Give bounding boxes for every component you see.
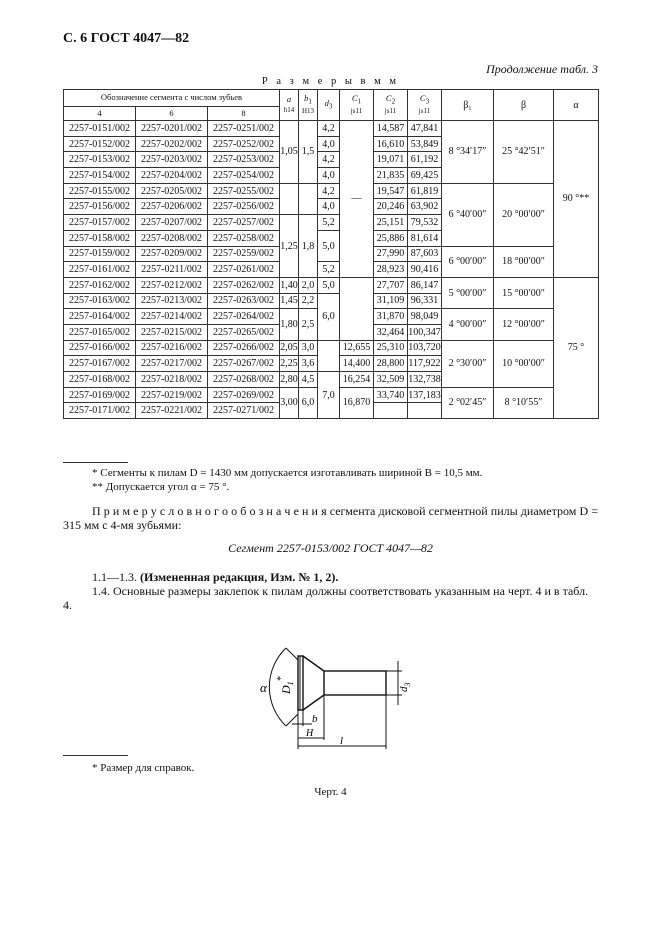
c3-cell: 47,841 bbox=[408, 121, 442, 137]
c2-cell: 25,151 bbox=[374, 215, 408, 231]
figure-caption: Черт. 4 bbox=[314, 786, 347, 798]
designation-cell: 2257-0253/002 bbox=[208, 152, 280, 168]
b1-cell: 6,0 bbox=[299, 387, 318, 418]
d3-cell: 4,2 bbox=[318, 152, 340, 168]
c3-cell: 63,902 bbox=[408, 199, 442, 215]
a-cell: 1,25 bbox=[280, 215, 299, 278]
a-header: a h14 bbox=[280, 90, 299, 121]
designation-cell: 2257-0206/002 bbox=[136, 199, 208, 215]
beta-cell: 20 °00′00″ bbox=[494, 183, 554, 246]
c3-cell: 61,192 bbox=[408, 152, 442, 168]
d3-header: $d_3$ bbox=[318, 90, 340, 121]
b1-cell bbox=[299, 183, 318, 214]
a-cell: 2,80 bbox=[280, 372, 299, 388]
designation-cell: 2257-0152/002 bbox=[64, 136, 136, 152]
c2-cell: 20,246 bbox=[374, 199, 408, 215]
designation-cell: 2257-0207/002 bbox=[136, 215, 208, 231]
teeth-4-header: 4 bbox=[64, 107, 136, 121]
designation-cell: 2257-0201/002 bbox=[136, 121, 208, 137]
c3-cell: 96,331 bbox=[408, 293, 442, 309]
a-cell: 3,00 bbox=[280, 387, 299, 418]
d3-cell: 5,0 bbox=[318, 277, 340, 293]
footnote-divider bbox=[63, 462, 128, 463]
c2-cell: 31,870 bbox=[374, 309, 408, 325]
table-row bbox=[64, 340, 599, 356]
example-designation: Сегмент 2257-0153/002 ГОСТ 4047—82 bbox=[228, 541, 433, 555]
c2-cell: 27,707 bbox=[374, 277, 408, 293]
c2-cell: 32,509 bbox=[374, 372, 408, 388]
c3-cell bbox=[408, 403, 442, 419]
d3-cell: 4,0 bbox=[318, 199, 340, 215]
c3-cell: 86,147 bbox=[408, 277, 442, 293]
beta-cell: 8 °10′55″ bbox=[494, 387, 554, 418]
a-cell: 1,80 bbox=[280, 309, 299, 340]
designation-cell: 2257-0162/002 bbox=[64, 277, 136, 293]
designation-cell: 2257-0271/002 bbox=[208, 403, 280, 419]
designation-cell: 2257-0167/002 bbox=[64, 356, 136, 372]
b1-header: $b_1$ H13 bbox=[299, 90, 318, 121]
c3-cell: 69,425 bbox=[408, 168, 442, 184]
designation-cell: 2257-0154/002 bbox=[64, 168, 136, 184]
c3-cell: 117,922 bbox=[408, 356, 442, 372]
c2-cell: 16,610 bbox=[374, 136, 408, 152]
d3-label bbox=[398, 683, 412, 693]
designation-cell: 2257-0269/002 bbox=[208, 387, 280, 403]
c2-cell: 19,547 bbox=[374, 183, 408, 199]
designation-cell: 2257-0265/002 bbox=[208, 324, 280, 340]
c1-cell: 14,400 bbox=[340, 356, 374, 372]
designation-cell: 2257-0254/002 bbox=[208, 168, 280, 184]
designation-cell: 2257-0215/002 bbox=[136, 324, 208, 340]
alpha-cell: 90 °** bbox=[554, 121, 599, 278]
designation-cell: 2257-0202/002 bbox=[136, 136, 208, 152]
designation-cell: 2257-0168/002 bbox=[64, 372, 136, 388]
designation-cell: 2257-0257/002 bbox=[208, 215, 280, 231]
designation-cell: 2257-0166/002 bbox=[64, 340, 136, 356]
footnote-reference: * Размер для справок. bbox=[92, 762, 195, 774]
designation-cell: 2257-0157/002 bbox=[64, 215, 136, 231]
designation-cell: 2257-0256/002 bbox=[208, 199, 280, 215]
page-header: С. 6 ГОСТ 4047—82 bbox=[63, 31, 190, 46]
svg-text:D1*: $D_1^*$ bbox=[276, 676, 295, 694]
cone-top bbox=[303, 656, 324, 671]
c2-cell: 32,464 bbox=[374, 324, 408, 340]
designation-cell: 2257-0219/002 bbox=[136, 387, 208, 403]
designation-cell: 2257-0161/002 bbox=[64, 262, 136, 278]
a-cell: 1,05 bbox=[280, 121, 299, 184]
designation-cell: 2257-0266/002 bbox=[208, 340, 280, 356]
h-label: H bbox=[306, 728, 314, 739]
b1-cell: 1,8 bbox=[299, 215, 318, 278]
d3-cell: 4,2 bbox=[318, 183, 340, 199]
table-continuation: Продолжение табл. 3 bbox=[486, 62, 598, 76]
l-label: l bbox=[340, 735, 344, 747]
designation-cell: 2257-0208/002 bbox=[136, 230, 208, 246]
beta-cell: 25 °42′51″ bbox=[494, 121, 554, 184]
table-row bbox=[64, 277, 599, 293]
c2-cell bbox=[374, 403, 408, 419]
beta1-cell: 6 °00′00″ bbox=[442, 246, 494, 277]
rivet-drawing bbox=[240, 636, 415, 756]
designation-cell: 2257-0169/002 bbox=[64, 387, 136, 403]
designation-cell: 2257-0212/002 bbox=[136, 277, 208, 293]
c3-cell: 61,819 bbox=[408, 183, 442, 199]
designation-cell: 2257-0213/002 bbox=[136, 293, 208, 309]
beta-cell: 12 °00′00″ bbox=[494, 309, 554, 340]
d3-cell: 4,0 bbox=[318, 168, 340, 184]
angle-arrow-top bbox=[286, 648, 298, 660]
b1-cell: 2,5 bbox=[299, 309, 318, 340]
beta1-header: β₁ bbox=[442, 90, 494, 121]
designation-cell: 2257-0156/002 bbox=[64, 199, 136, 215]
c2-cell: 28,923 bbox=[374, 262, 408, 278]
designation-cell: 2257-0258/002 bbox=[208, 230, 280, 246]
designation-cell: 2257-0164/002 bbox=[64, 309, 136, 325]
c2-cell: 21,835 bbox=[374, 168, 408, 184]
c3-cell: 100,347 bbox=[408, 324, 442, 340]
d3-cell bbox=[318, 340, 340, 371]
designation-cell: 2257-0165/002 bbox=[64, 324, 136, 340]
designation-cell: 2257-0267/002 bbox=[208, 356, 280, 372]
d3-cell: 6,0 bbox=[318, 293, 340, 340]
table-row bbox=[64, 183, 599, 199]
beta-cell: 15 °00′00″ bbox=[494, 277, 554, 308]
designation-cell: 2257-0216/002 bbox=[136, 340, 208, 356]
designation-cell: 2257-0259/002 bbox=[208, 246, 280, 262]
c3-cell: 87,603 bbox=[408, 246, 442, 262]
designation-cell: 2257-0218/002 bbox=[136, 372, 208, 388]
a-cell: 1,45 bbox=[280, 293, 299, 309]
d3-cell: 5,2 bbox=[318, 215, 340, 231]
c1-cell: 12,655 bbox=[340, 340, 374, 356]
b1-cell: 2,0 bbox=[299, 277, 318, 293]
b1-cell: 3,0 bbox=[299, 340, 318, 356]
footnote-star: * Сегменты к пилам D = 1430 мм допускается изготавливать шириной B = 10,5 мм. bbox=[92, 467, 483, 479]
alpha-cell: 75 ° bbox=[554, 277, 599, 418]
svg-text:d3: $d_3$ bbox=[398, 682, 412, 692]
c3-cell: 53,849 bbox=[408, 136, 442, 152]
alpha-label: α bbox=[260, 680, 267, 695]
c1-cell: 16,254 bbox=[340, 372, 374, 388]
c2-cell: 27,990 bbox=[374, 246, 408, 262]
designation-cell: 2257-0155/002 bbox=[64, 183, 136, 199]
d3-cell: 4,2 bbox=[318, 121, 340, 137]
b1-cell: 3,6 bbox=[299, 356, 318, 372]
table-row bbox=[64, 121, 599, 137]
c2-cell: 19,071 bbox=[374, 152, 408, 168]
c2-cell: 25,310 bbox=[374, 340, 408, 356]
b1-cell: 2,2 bbox=[299, 293, 318, 309]
d3-cell: 5,2 bbox=[318, 262, 340, 278]
teeth-6-header: 6 bbox=[136, 107, 208, 121]
c2-cell: 25,886 bbox=[374, 230, 408, 246]
c3-cell: 103,720 bbox=[408, 340, 442, 356]
beta-cell: 10 °00′00″ bbox=[494, 340, 554, 387]
designation-cell: 2257-0221/002 bbox=[136, 403, 208, 419]
beta1-cell: 2 °02′45″ bbox=[442, 387, 494, 418]
segments-table bbox=[63, 89, 599, 419]
a-cell bbox=[280, 183, 299, 214]
designation-cell: 2257-0151/002 bbox=[64, 121, 136, 137]
designation-header: Обозначение сегмента с числом зубьев bbox=[64, 90, 280, 107]
table-caption: Р а з м е р ы в м м bbox=[261, 76, 400, 87]
designation-cell: 2257-0264/002 bbox=[208, 309, 280, 325]
beta1-cell: 6 °40′00″ bbox=[442, 183, 494, 246]
beta1-cell: 5 °00′00″ bbox=[442, 277, 494, 308]
c2-cell: 33,740 bbox=[374, 387, 408, 403]
designation-cell: 2257-0263/002 bbox=[208, 293, 280, 309]
d3-cell: 7,0 bbox=[318, 372, 340, 419]
b1-cell: 1,5 bbox=[299, 121, 318, 184]
c3-header: $C_3$ js11 bbox=[408, 90, 442, 121]
b-label: b bbox=[312, 713, 318, 725]
designation-cell: 2257-0211/002 bbox=[136, 262, 208, 278]
example-intro: П р и м е р у с л о в н о г о о б о з н а ч е н и я сегмента дисковой сегментной пилы диаметром D = 315 мм с 4-мя зубьями: bbox=[63, 504, 598, 532]
paragraph-1-4: 1.4. Основные размеры заклепок к пилам должны соответствовать указанным на черт. 4 и в табл. 4. bbox=[63, 584, 589, 612]
designation-cell: 2257-0252/002 bbox=[208, 136, 280, 152]
designation-cell: 2257-0163/002 bbox=[64, 293, 136, 309]
designation-cell: 2257-0159/002 bbox=[64, 246, 136, 262]
cone-bottom bbox=[303, 695, 324, 710]
c3-cell: 90,416 bbox=[408, 262, 442, 278]
beta-cell: 18 °00′00″ bbox=[494, 246, 554, 277]
c3-cell: 132,738 bbox=[408, 372, 442, 388]
beta-header: β bbox=[494, 90, 554, 121]
c3-cell: 79,532 bbox=[408, 215, 442, 231]
designation-cell: 2257-0251/002 bbox=[208, 121, 280, 137]
beta1-cell: 8 °34′17″ bbox=[442, 121, 494, 184]
designation-cell: 2257-0153/002 bbox=[64, 152, 136, 168]
c1-cell bbox=[340, 277, 374, 340]
designation-cell: 2257-0261/002 bbox=[208, 262, 280, 278]
c1-header: $C_1$ js11 bbox=[340, 90, 374, 121]
designation-cell: 2257-0158/002 bbox=[64, 230, 136, 246]
designation-cell: 2257-0255/002 bbox=[208, 183, 280, 199]
designation-cell: 2257-0205/002 bbox=[136, 183, 208, 199]
c2-header: $C_2$ js11 bbox=[374, 90, 408, 121]
paragraph-1-1: 1.1—1.3. (Измененная редакция, Изм. № 1, 2). bbox=[92, 570, 339, 584]
a-cell: 2,05 bbox=[280, 340, 299, 356]
c2-cell: 14,587 bbox=[374, 121, 408, 137]
footnote-double-star: ** Допускается угол α = 75 °. bbox=[92, 481, 230, 493]
designation-cell: 2257-0214/002 bbox=[136, 309, 208, 325]
c3-cell: 81,614 bbox=[408, 230, 442, 246]
c3-cell: 137,183 bbox=[408, 387, 442, 403]
footnote-divider-2 bbox=[63, 755, 128, 756]
designation-cell: 2257-0171/002 bbox=[64, 403, 136, 419]
designation-cell: 2257-0262/002 bbox=[208, 277, 280, 293]
b1-cell: 4,5 bbox=[299, 372, 318, 388]
a-cell: 1,40 bbox=[280, 277, 299, 293]
alpha-header: α bbox=[554, 90, 599, 121]
designation-cell: 2257-0203/002 bbox=[136, 152, 208, 168]
teeth-8-header: 8 bbox=[208, 107, 280, 121]
d3-cell: 5,0 bbox=[318, 230, 340, 261]
designation-cell: 2257-0204/002 bbox=[136, 168, 208, 184]
c2-cell: 28,800 bbox=[374, 356, 408, 372]
designation-cell: 2257-0209/002 bbox=[136, 246, 208, 262]
d1-label bbox=[276, 676, 295, 695]
c1-cell: — bbox=[340, 121, 374, 278]
c2-cell: 31,109 bbox=[374, 293, 408, 309]
c3-cell: 98,049 bbox=[408, 309, 442, 325]
designation-cell: 2257-0217/002 bbox=[136, 356, 208, 372]
beta1-cell: 2 °30′00″ bbox=[442, 340, 494, 387]
d3-cell: 4,0 bbox=[318, 136, 340, 152]
c1-cell: 16,870 bbox=[340, 387, 374, 418]
beta1-cell: 4 °00′00″ bbox=[442, 309, 494, 340]
a-cell: 2,25 bbox=[280, 356, 299, 372]
designation-cell: 2257-0268/002 bbox=[208, 372, 280, 388]
rivet-shank bbox=[324, 671, 386, 695]
